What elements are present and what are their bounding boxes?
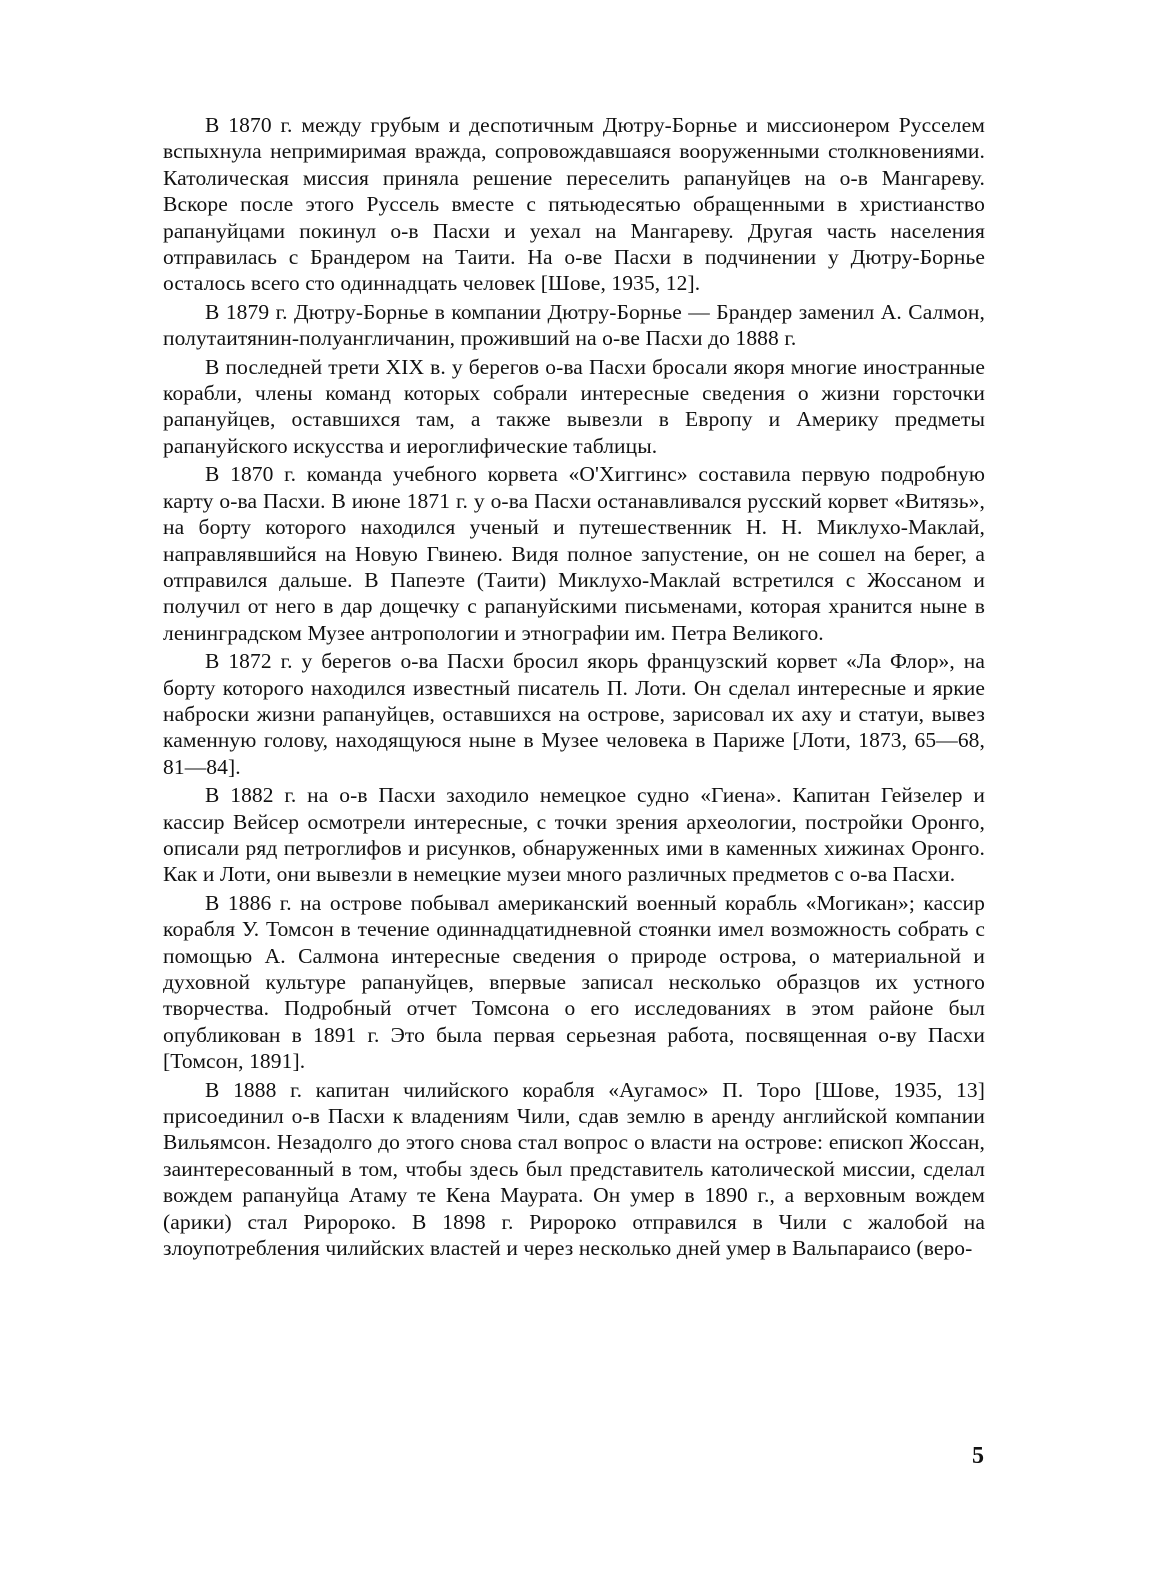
paragraph: В 1870 г. команда учебного корвета «О'Хиггинс» составила первую подробную карту о-ва Пасхи. В июне 1871 г. у о-ва Пасхи останавливался русский корвет «Витязь», на борту которого находился ученый и путешественник Н. Н. Миклухо-Маклай, направлявшийся на Новую Гвинею. Видя полное запустение, он не сошел на берег, а отправился дальше. В Папеэте (Таити) Миклухо-Маклай встретился с Жоссаном и получил от него в дар дощечку с рапануйскими письменами, которая хранится ныне в ленинградском Музее антропологии и этнографии им. Петра Великого. (163, 462, 985, 645)
paragraph: В 1870 г. между грубым и деспотичным Дютру-Борнье и миссионером Русселем вспыхнула непримиримая вражда, сопровождавшаяся вооруженными столкновениями. Католическая миссия приняла решение переселить рапануйцев на о-в Мангареву. Вскоре после этого Руссель вместе с пятьюдесятью обращенными в христианство рапануйцами покинул о-в Пасхи и уехал на Мангареву. Другая часть населения отправилась с Брандером на Таити. На о-ве Пасхи в подчинении у Дютру-Борнье осталось всего сто одиннадцать человек [Шове, 1935, 12]. (163, 113, 985, 296)
paragraph: В последней трети XIX в. у берегов о-ва Пасхи бросали якоря многие иностранные корабли, члены команд которых собрали интересные сведения о жизни горсточки рапануйцев, оставшихся там, а также вывезли в Европу и Америку предметы рапануйского искусства и иероглифические таблицы. (163, 354, 985, 458)
paragraph: В 1888 г. капитан чилийского корабля «Аугамос» П. Торо [Шове, 1935, 13] присоединил о-в Пасхи к владениям Чили, сдав землю в аренду английской компании Вильямсон. Незадолго до этого снова стал вопрос о власти на острове: епископ Жоссан, заинтересованный в том, чтобы здесь был представитель католической миссии, сделал вождем рапануйца Атаму те Кена Маурата. Он умер в 1890 г., а верховным вождем (арики) стал Риророко. В 1898 г. Риророко отправился в Чили с жалобой на злоупотребления чилийских властей и через несколько дней умер в Вальпараисо (веро- (163, 1077, 985, 1261)
body-text (163, 112, 985, 1261)
paragraph: В 1886 г. на острове побывал американский военный корабль «Могикан»; кассир корабля У. Томсон в течение одиннадцатидневной стоянки имел возможность собрать с помощью А. Салмона интересные сведения о природе острова, о материальной и духовной культуре рапануйцев, впервые записал несколько образцов их устного творчества. Подробный отчет Томсона о его исследованиях в этом районе был опубликован в 1891 г. Это была первая серьезная работа, посвященная о-ву Пасхи [Томсон, 1891]. (163, 890, 985, 1074)
paragraph: В 1872 г. у берегов о-ва Пасхи бросил якорь французский корвет «Ла Флор», на борту которого находился известный писатель П. Лоти. Он сделал интересные и яркие наброски жизни рапануйцев, оставшихся на острове, зарисовал их аху и статуи, вывез каменную голову, находящуюся ныне в Музее человека в Париже [Лоти, 1873, 65—68, 81—84]. (163, 649, 985, 779)
page-number: 5 (972, 1443, 984, 1469)
page (163, 112, 985, 1532)
paragraph: В 1879 г. Дютру-Борнье в компании Дютру-Борнье — Брандер заменил А. Салмон, полутаитянин-полуангличанин, проживший на о-ве Пасхи до 1888 г. (163, 299, 985, 351)
paragraph: В 1882 г. на о-в Пасхи заходило немецкое судно «Гиена». Капитан Гейзелер и кассир Вейсер осмотрели интересные, с точки зрения археологии, постройки Оронго, описали ряд петроглифов и рисунков, обнаруженных ими в каменных хижинах Оронго. Как и Лоти, они вывезли в немецкие музеи много различных предметов с о-ва Пасхи. (163, 783, 985, 887)
